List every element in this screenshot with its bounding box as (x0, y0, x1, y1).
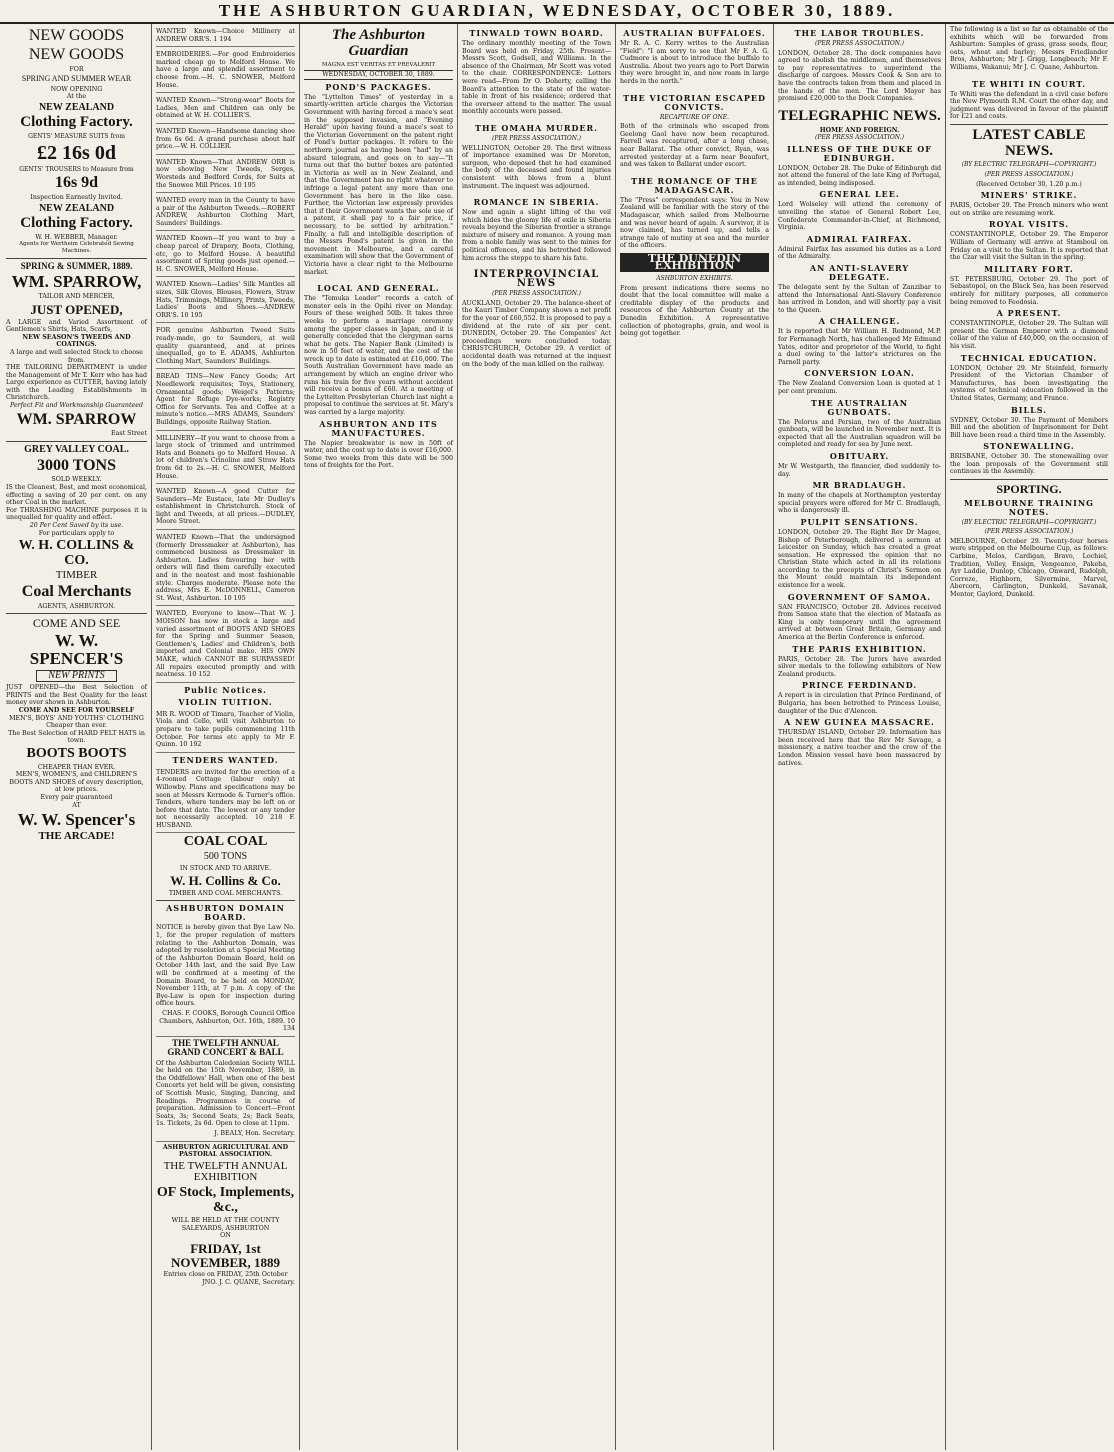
news-item-text: The delegate sent by the Sultan of Zanzibar to attend the International Anti-Slavery Conference has arrived in London, and will shortly pay a visit to the Queen. (778, 284, 941, 314)
collins-name: W. H. COLLINS & CO. (18, 538, 135, 568)
dunedin-heading: THE DUNEDIN EXHIBITION (620, 253, 769, 272)
timber-label: TIMBER (55, 569, 98, 582)
cable-items (950, 191, 1108, 476)
column-1 (2, 24, 152, 1450)
news-item-text: SAN FRANCISCO, October 28. Advices received from Samoa state that the election of Mataafa as King is only temporary until the agreement arrived at between Great Britain, Germany and America at the Berlin Conference is enforced. (778, 603, 941, 642)
east-street: East Street (111, 430, 147, 438)
news-item-text: THURSDAY ISLAND, October 29. Information has been received here that the Rev Mr Savage, a missionary, a native teacher and the crew of the London Mission vessel have been massacred by natives. (778, 729, 941, 767)
trousers-price: 16s 9d (54, 174, 99, 192)
now-opening: NOW OPENING (50, 85, 103, 93)
buffaloes-heading: AUSTRALIAN BUFFALOES. (623, 28, 766, 38)
news-item-text: CONSTANTINOPLE, October 29. The Emperor William of Germany will arrive at Stamboul on Friday on a visit to the Sultan. It is reported that the Czar will visit the Sultan in the spring. (950, 231, 1108, 262)
classified-ad: MILLINERY—If you want to choose from a large stock of trimmed and untrimmed Hats and Bonnets go to Melford House. A lot of children's Crinoline and Straw Hats from 6d to 2s.—H. C. SNOWER, Melford House. (156, 433, 295, 485)
motto: MAGNA EST VERITAS ET PREVALEBIT (321, 61, 436, 68)
nz-label: NEW ZEALAND (38, 101, 115, 113)
labor-sub: (PER PRESS ASSOCIATION.) (815, 40, 904, 47)
tenders-text: TENDERS are invited for the erection of a 4-roomed Cottage (labour only) at Willowby. Plans and specifications may be seen at Messrs Kermode & Turner's office. Tenders, where tenders may be left on or before that date. The lowest or any tender not necessarily accepted. 10 218 F. HUSBAND. (156, 767, 295, 834)
news-item-heading: BILLS. (1010, 404, 1048, 415)
news-item-text: The New Zealand Conversion Loan is quoted at 1 per cent premium. (778, 380, 941, 395)
omaha-text: WELLINGTON, October 29. The first witness of importance examined was Dr Moreton, surgeon, who deposed that he had examined the body of the deceased and found injuries consistent with blows from a blunt instrument. The inquest was adjourned. (462, 144, 611, 190)
dunedin-sub: ASHBURTON EXHIBITS. (656, 275, 733, 283)
melbourne-heading: MELBOURNE TRAINING NOTES. (963, 497, 1095, 517)
boys-text: MEN'S, BOYS' AND YOUTHS' CLOTHING Cheaper than ever. (9, 714, 144, 730)
classified-ad: WANTED Known—That the undersigned (formerly Dressmaker at Ashburton), has commenced business as Dressmaker in Ashburton. Ladies favouring her with orders will find them carefully executed and in the neatest and most fashionable style. Charges moderate. Please note the address, Mrs E. McDONNELL, Cameron St. West, Ashburton. 10 195 (156, 532, 295, 606)
news-item-heading: CONVERSION LOAN. (804, 368, 915, 379)
latest-sub: (BY ELECTRIC TELEGRAPH—COPYRIGHT.) (961, 161, 1097, 169)
spencer-name: W. W. SPENCER'S (29, 631, 124, 668)
telegraphic-sub: (PER PRESS ASSOCIATION.) (815, 134, 904, 142)
inspection: Inspection Earnestly Invited. (30, 194, 123, 201)
spencer-name-2: W. W. Spencer's (17, 810, 136, 830)
tinwald-text: The ordinary monthly meeting of the Town Board was held on Friday, 25th. Present—Messrs Scott, Godsell, and Williams. In the absence of the Chairman, Mr Scott was voted to the chair. CORRESPONDENCE: Letters were read—From Dr O. Doherty, calling the Board's attention to the state of the water-table in front of his residence; ordered that the overseer attend to the matter. The usual monthly accounts were passed. (462, 40, 611, 116)
come-see: COME AND SEE FOR YOURSELF (18, 706, 135, 714)
melbourne-text: MELBOURNE, October 29. Twenty-four horses were stripped on the Melbourne Cup, as follows: Carbine, Melos, Cardigan, Bravo, Lochiel, Tradition, Volley, Ensign, Vengeance, Pakeha, Ayr Laddie, Dunlop, Chicago, Onward, Rudolph, Correze, Highborn, Silvermine, Marvel, Abercorn, Carlington, Dunkeld, Savanak, Mentor, Gaylord, Dunkeld. (950, 537, 1108, 598)
sporting-heading: SPORTING. (996, 482, 1062, 497)
divider (6, 441, 147, 442)
news-item-heading: ROYAL VISITS. (988, 219, 1070, 230)
convicts-sub: RECAPTURE OF ONE. (659, 113, 730, 121)
article-heading: POND'S PACKAGES. (325, 81, 432, 92)
news-item-heading: ILLNESS OF THE DUKE OF EDINBURGH. (787, 143, 932, 163)
classified-ad: WANTED Known—Choice Millinery at ANDREW ORR'S. 1 194 (156, 26, 295, 47)
tinwald-heading: TINWALD TOWN BOARD. (469, 28, 604, 38)
domain-sign: CHAS. F. COOKS, Borough Council Office Chambers, Ashburton, Oct. 16th, 1889. 10 134 (156, 1008, 295, 1037)
received-time: (Received October 30, 1.20 p.m.) (976, 180, 1082, 188)
news-item-heading: GOVERNMENT OF SAMOA. (787, 591, 932, 602)
news-item-text: PARIS, October 28. The Jurors have awarded silver medals to the following exhibitors of New Zealand products. (778, 655, 941, 678)
classified-ad: WANTED Known—If you want to buy a cheap parcel of Drapery, Boots, Clothing, etc, go to Melford House. A beautiful assortment of Spring goods just opened.—H. C. SNOWER, Melford House. (156, 233, 295, 277)
news-item-text: Mr W. Westgarth, the financier, died suddenly to-day. (778, 462, 941, 478)
column-4 (458, 24, 616, 1450)
news-item-text: CONSTANTINOPLE, October 29. The Sultan will present the German Emperor with a diamond collar of the value of £40,000, on the occasion of his visit. (950, 320, 1108, 350)
arcade: THE ARCADE! (38, 830, 115, 843)
ball-title: THE TWELFTH ANNUAL GRAND CONCERT & BALL (167, 1037, 284, 1058)
spring-heading: SPRING & SUMMER, 1889. (20, 261, 133, 272)
classified-ad: WANTED Known—Handsome dancing shoe from 6s 6d. A grand purchase about half price.—W. H. COLLIER. (156, 126, 295, 155)
te-whiti-heading: TE WHITI IN COURT. (972, 78, 1086, 89)
sparrow-name-2: WM. SPARROW (16, 410, 137, 428)
new-prints: NEW PRINTS (36, 670, 117, 683)
news-item-heading: THE PARIS EXHIBITION. (792, 643, 927, 654)
column-5 (616, 24, 774, 1450)
interprovincial-heading: INTERPROVINCIAL NEWS (473, 269, 600, 290)
te-whiti-text: Te Whiti was the defendant in a civil case before the New Plymouth R.M. Court the other day, and judgment was delivered in favour of the plaintiff for £21 and costs. (950, 90, 1108, 121)
masthead-title: THE ASHBURTON GUARDIAN, WEDNESDAY, OCTOBER 30, 1889. (218, 1, 896, 20)
column-6 (774, 24, 946, 1450)
just-opened: JUST OPENED, (30, 301, 123, 317)
news-item-heading: THE AUSTRALIAN GUNBOATS. (810, 397, 909, 417)
tenders-heading: TENDERS WANTED. (172, 754, 279, 765)
for-label: FOR (69, 65, 84, 73)
local-heading: LOCAL AND GENERAL. (317, 283, 440, 294)
buffaloes-text: Mr R. A. C. Kerry writes to the Australian "Field": "I am sorry to see that Mr F. A. G. Cudmore is about to introduce the buffalo to Australia. About two years ago to Port Darwin they were brought in, and now roam in large herds in the north." (620, 40, 769, 85)
classified-ad: WANTED Known—Ladies' Silk Mantles all sizes, Silk Gloves, Blouses, Flowers, Straw Hats, Trimmings, Millinery, Prints, Tweeds, Ladies' Boots and Shoes.—ANDREW ORR'S. 10 195 (156, 279, 295, 323)
madagascar-heading: THE ROMANCE OF THE MADAGASCAR. (631, 175, 758, 195)
agents-ashburton: AGENTS, ASHBURTON. (37, 602, 116, 610)
coal-tons: 3000 TONS (37, 456, 116, 474)
latest-cable-heading: LATEST CABLE NEWS. (972, 126, 1086, 159)
classified-ad: EMBROIDERIES.—For good Embroideries marked cheap go to Melford House. We have a large and splendid assortment to choose from.—H. C. SNOWER, Melford House. (156, 49, 295, 93)
clothing-factory: Clothing Factory. (20, 114, 133, 131)
news-item-heading: A CHALLENGE. (818, 316, 901, 327)
entries-close: Entries close on FRIDAY, 25th October (163, 1271, 288, 1279)
tailor-label: TAILOR AND MERCER, (38, 293, 115, 301)
coal-500-tons: 500 TONS (203, 851, 248, 863)
annual-exhibition: THE TWELFTH ANNUAL EXHIBITION (163, 1159, 288, 1184)
collins-sub: TIMBER AND COAL MERCHANTS. (168, 889, 283, 897)
on-label: ON (220, 1232, 231, 1240)
news-item-text: BRISBANE, October 30. The stonewalling over the loan proposals of the Government still continues in the Assembly. (950, 453, 1108, 476)
divider (950, 124, 1108, 125)
domain-text: NOTICE is hereby given that Bye Law No. 1, for the proper regulation of matters relating to the Ashburton Domain, was adopted by resolution at a Special Meeting of the Ashburton Domain Board, held on October 14th last, and the said Bye Law will be confirmed at a meeting of the Domain Board, to be held on MONDAY, November 11th, at 7 p.m. A copy of the Bye-Law is open for inspection during office hours. (156, 924, 295, 1008)
saved-text: 20 Per Cent Saved by its use. (29, 521, 124, 529)
melbourne-sub: (BY ELECTRIC TELEGRAPH—COPYRIGHT.) (961, 518, 1097, 526)
home-foreign: HOME AND FOREIGN. (819, 126, 900, 134)
boots-text: MEN'S, WOMEN'S, and CHILDREN'S BOOTS AND SHOES of every description, at low prices. (9, 771, 144, 794)
nz-label-2: NEW ZEALAND (38, 202, 115, 214)
particulars: For particulars apply to (38, 529, 115, 537)
madagascar-text: The "Press" correspondent says: You in New Zealand will be familiar with the story of the Madagascar, which sailed from Melbourne and was never heard of again. A survivor, it is now claimed, has turned up, and tells a strange tale of mutiny at sea and the murder of the officers. (620, 196, 769, 250)
interprovincial-sub: (PER PRESS ASSOCIATION.) (492, 290, 581, 298)
classified-ad: WANTED Known—A good Cutter for Saunders—Mr Eustace, late Mr Dudley's establishment in Christchurch. Stock of light and Tweeds, at all prices.—DUDLEY, Moore Street. (156, 486, 295, 530)
omaha-sub: (PER PRESS ASSOCIATION.) (492, 134, 581, 142)
newspaper-columns (2, 24, 1112, 1450)
suits-price: £2 16s 0d (37, 141, 116, 164)
local-text: The "Temuka Leader" records a catch of monster eels in the Opihi river on Monday. Fours of these weighed 50lb. It takes three weeks to perform a marriage ceremony among the upper classes in Japan, and it is generally conceded that the clergyman earns what he gets. The Napier Bank (Limited) is now in 50 feet of water, and the cost of the wreck up to date is estimated at £16,000. The South Australian Government have made an arrangement by which an engine driver who runs his train for five years without accident will receive a bonus of £60. At a meeting of the Lyttelton Presbyterian Church last night a proposal to continue the services at St. Mary's was carried by a large majority. (304, 295, 453, 417)
convicts-heading: THE VICTORIAN ESCAPED CONVICTS. (623, 92, 766, 112)
siberia-text: Now and again a slight lifting of the veil which hides the gloomy life of exile in Siberia reveals beyond the Siberian frontier a strange mixture of misery and romance. A young man from a noble family was sent to the mines for political offences, and his betrothed followed him across the steppe to share his fate. (462, 209, 611, 262)
news-item-text: SYDNEY, October 30. The Payment of Members Bill and the abolition of Imprisonment for Debt Bill have been read a third time in the Assembly. (950, 416, 1108, 439)
article-text: The "Lyttelton Times" of yesterday in a smartly-written article charges the Victorian Government with having forced a mace's seat in the supposed invasion, and "Evening Herald" upon having found a mace's seat to the Victorian Government on the patent right of Pond's butter packages. It refers to the northern journal as having been "had" by an absurd telegram, and goes on to say—"It turns out that the butter boxes are patented in Victoria as well as in New Zealand, and that the Government has no right whatever to infringe a legal patent any more than one Government has here in the like case. Further, the Victorian law expressly provides that if their Government wants the sole use of a patent, it shall pay to a fair price, if necessary, to be settled by arbitration." Finally, a full and intelligible description of the Messrs Pond's patent is given in the movement in Melbourne, and a careful examination will show that the Government of Victoria have a clear right to the Melbourne market. (304, 93, 453, 276)
masthead (0, 0, 1114, 24)
news-item-text: The Pelorus and Persian, two of the Australian gunboats, will be launched in November next. It is expected that all the Australian squadron will be completed and ready for sea by June next. (778, 418, 941, 449)
column-2 (152, 24, 300, 1450)
news-item-text: LONDON, October 29. Mr Steinfeld, formerly President of the Victorian Chamber of Manufactures, has been investigating the systems of technical education followed in the United States, Germany, and France. (950, 364, 1108, 402)
news-item-heading: MR BRADLAUGH. (812, 480, 907, 491)
perfect-fit: Perfect Fit and Workmanship Guaranteed (9, 402, 143, 410)
article2-heading: ASHBURTON AND ITS MANUFACTURES. (319, 418, 438, 438)
exhibition-sign: JNO. J. C. QUANE, Secretary. (202, 1278, 295, 1286)
dunedin-text: From present indications there seems no doubt that the local committee will make a creditable display of the products and resources of the Ashburton County at the Dunedin Exhibition. A representative collection of photographs, grain, and wool is being got together. (620, 284, 769, 338)
assortment-text: A LARGE and Varied Assortment of Gentlemen's Shirts, Hats, Scarfs, (6, 318, 147, 334)
every-pair: Every pair guaranteed (40, 794, 113, 802)
ball-sign: J. BEALY, Hon. Secretary. (156, 1128, 295, 1142)
news-item-heading: A PRESENT. (996, 308, 1062, 319)
clothing-factory-2: Clothing Factory. (20, 215, 133, 232)
agents: Agents for Wertheim Celebrated Sewing Machines. (19, 241, 134, 255)
divider (156, 900, 295, 901)
coal-sold: SOLD WEEKLY. (51, 476, 102, 484)
new-goods-heading: NEW GOODS (28, 27, 125, 44)
at-label: AT (72, 801, 81, 809)
classified-ad: FOR genuine Ashburton Tweed Suits ready-made, go to Saunders, at well quality guaranteed, and at prices unequalled, go to E. ADAMS, Ashburton Clothing Mart, Saunders' Buildings. (156, 325, 295, 369)
violin-heading: VIOLIN TUITION. (178, 696, 273, 707)
telegraphic-heading: TELEGRAPHIC NEWS. (778, 107, 941, 124)
coal-merchants: Coal Merchants (21, 583, 132, 601)
stock-label: A large and well selected Stock to choose from. (9, 348, 143, 364)
divider (6, 613, 147, 614)
stock-implements: OF Stock, Implements, &c., (156, 1184, 295, 1215)
come-and-see: COME AND SEE (32, 616, 121, 631)
news-item-heading: GENERAL LEE. (819, 189, 900, 200)
paper-title: The Ashburton Guardian (331, 27, 426, 59)
cheaper: CHEAPER THAN EVER. (37, 763, 116, 771)
news-item-heading: PULPIT SENSATIONS. (800, 516, 919, 527)
friday-date: FRIDAY, 1st NOVEMBER, 1889 (170, 1241, 281, 1270)
boots-heading: BOOTS BOOTS (26, 745, 127, 761)
trousers-label: GENTS' TROUSERS to Measure from (19, 165, 134, 173)
exhibition-title: ASHBURTON AGRICULTURAL AND PASTORAL ASSOCIATION. (162, 1143, 289, 1159)
felt-text: The Best Selection of HARD FELT HATS in town. (8, 729, 145, 745)
classified-ad: WANTED Known—"Strong-wear" Boots for Ladies, Men and Children can only be obtained at W. H. COLLIER'S. (156, 95, 295, 124)
violin-text: MR R. WOOD of Timaru, Teacher of Violin, Viola and Cello, will visit Ashburton to prepare to take pupils commencing 11th October. For terms etc apply to Mr F. Quinn. 10 192 (156, 709, 295, 753)
article2-text: The Napier breakwater is now in 50ft of water, and the cost up to date is over £16,000. Some two weeks from this date will be 500 tons of freights for the Port. (304, 439, 453, 470)
news-item-text: LONDON, October 29. The Right Rev Dr Magee, Bishop of Peterborough, delivered a sermon at Leicester on Sunday, which has created a great sensation. He expressed the opinion that no Christian State which acted in all its relations according to the precepts of Christ's Sermon on the Mount could maintain its independent existence for a week. (778, 528, 941, 590)
divider (6, 258, 147, 259)
news-item-heading: A NEW GUINEA MASSACRE. (784, 717, 935, 728)
ball-text: Of the Ashburton Caledonian Society WILL be held on the 15th November, 1889, in the Oddfellows' Hall, when one of the best Concerts yet held will be given, consisting of Scottish Music, Singing, Dancing, and Readings. Programmes in course of preparation. Admission to Concert—Front Seats, 3s; Second Seats, 2s; Back Seats, 1s. Tickets, 2s 6d. Open to close at 11pm. (156, 1059, 295, 1128)
news-item-text: PARIS, October 29. The French miners who went out on strike are resuming work. (950, 202, 1108, 217)
news-item-text: Admiral Fairfax has assumed his duties as a Lord of the Admiralty. (778, 245, 941, 261)
telegraphic-items (778, 145, 941, 767)
news-item-text: Lord Wolseley will attend the ceremony of unveiling the statue of General Robert Lee, Confederate Commander-in-Chief, at Richmond, Virginia. (778, 201, 941, 232)
news-item-text: LONDON, October 28. The Duke of Edinburgh did not attend the funeral of the late King of Portugal, as intended, being indisposed. (778, 164, 941, 187)
labor-text: LONDON, October 28. The dock companies have agreed to abolish the middlemen, and themselves to pay representatives to superintend the discharge of cargoes. Messrs Cook & Son are to have the contracts taken from them and placed in the hands of the men. The Lord Mayor has promised £20,000 to the Dock Companies. (778, 49, 941, 103)
news-item-heading: TECHNICAL EDUCATION. (960, 352, 1098, 363)
season-label: SPRING AND SUMMER WEAR (21, 74, 132, 84)
melbourne-sub-2: (PER PRESS ASSOCIATION.) (984, 528, 1074, 536)
threshing-text: For THRASHING MACHINE purposes it is unequalled for quality and effect. (6, 506, 147, 522)
news-item-heading: STONEWALLING. (983, 441, 1075, 452)
classified-ad: WANTED every man in the County to have a pair of the Ashburton Tweeds.—ROBERT ANDREW, Ashburton Clothing Mart, Saunders' Buildings. (156, 195, 295, 231)
tailoring-text: THE TAILORING DEPARTMENT is under the Management of Mr T. Kerr who has had Large experience as CUTTER, having lately with the Leading Establishments in Christchurch. (6, 364, 147, 402)
suits-label: GENTS' MEASURE SUITS from (28, 133, 125, 141)
coal-coal: COAL COAL (183, 834, 268, 850)
prints-text: JUST OPENED—the Best Selection of PRINTS and the Best Quality for the least money ever shown in Ashburton. (6, 684, 147, 707)
latest-sub-2: (PER PRESS ASSOCIATION.) (984, 171, 1074, 179)
manager: W. H. WEBBER, Manager. (35, 233, 118, 241)
classified-ad: WANTED, Everyone to know—That W. J. MOISON has now in stock a large and varied assortment of BOOTS AND SHOES for the Spring and Summer Season, Gentlemen's, Ladies' and Children's, both imported and Colonial make. HIS OWN MAKE, which CANNOT BE SURPASSED! All repairs executed promptly and with neatness. 10 152 (156, 608, 295, 682)
divider (950, 479, 1108, 480)
tweeds-label: NEW SEASON'S TWEEDS AND COATINGS. (22, 333, 131, 349)
editorial-date: WEDNESDAY, OCTOBER 30, 1889. (304, 70, 453, 80)
coal-title: GREY VALLEY COAL. (24, 444, 129, 456)
news-item-heading: ADMIRAL FAIRFAX. (806, 233, 913, 244)
coal-text: IS the Cleanest, Best, and most economical, effecting a saving of 20 per cent. on any other Coal in the market. (6, 483, 147, 507)
classified-ad: WANTED Known—That ANDREW ORR is now showing New Tweeds, Serges, Worsteds and Bedford Cords, for Suits at the Snowee Mill Prices. 10 195 (156, 157, 295, 193)
sparrow-name: WM. SPARROW, (11, 272, 142, 292)
convicts-text: Both of the criminals who escaped from Geelong Gaol have now been recaptured. Farrell was recaptured, after a long chase, near Ballarat. The other convict, Ryan, was arrested yesterday at a farm near Beaufort, and was taken to Ballarat under escort. (620, 123, 769, 169)
news-item-heading: MINERS' STRIKE. (980, 190, 1078, 201)
news-item-text: A report is in circulation that Prince Ferdinand, of Bulgaria, has been betrothed to Princess Louise, daughter of the Duc d'Alencon. (778, 692, 941, 715)
news-item-heading: AN ANTI-SLAVERY DELEGATE. (809, 263, 910, 283)
siberia-heading: ROMANCE IN SIBERIA. (473, 197, 600, 208)
news-item-text: It is reported that Mr William H. Redmond, M.P. for Fermanagh North, has challenged Mr Edmund Yates, editor and proprietor of the World, to fight a duel owing to the latter's strictures on the Parnell party. (778, 328, 941, 366)
coal-stock: IN STOCK AND TO ARRIVE. (179, 864, 272, 872)
column-3 (300, 24, 458, 1450)
at-the: At the (66, 93, 87, 101)
labor-heading: THE LABOR TROUBLES. (794, 28, 925, 38)
omaha-heading: THE OMAHA MURDER. (475, 122, 598, 133)
public-notices-heading: Public Notices. (184, 684, 267, 695)
news-item-heading: OBITUARY. (829, 450, 890, 461)
news-item-heading: PRINCE FERDINAND. (801, 680, 918, 691)
news-item-text: In many of the chapels at Northampton yesterday special prayers were offered for Mr C. Bradlaugh, who is dangerously ill. (778, 492, 941, 515)
domain-board-heading: ASHBURTON DOMAIN BOARD. (166, 903, 285, 923)
collins-title: W. H. Collins & Co. (170, 873, 281, 889)
classified-ads (156, 26, 295, 683)
news-item-heading: MILITARY FORT. (984, 263, 1074, 274)
interprovincial-text: AUCKLAND, October 29. The balance-sheet of the Kauri Timber Company shows a net profit for the year of £60,552. It is proposed to pay a dividend at the rate of six per cent. DUNEDIN, October 29. The Companies' Act proceedings were concluded today. CHRISTCHURCH, October 29. A verdict of accidental death was returned at the inquest on the body of the man killed on the railway. (462, 299, 611, 368)
new-goods-heading-2: NEW GOODS (28, 45, 125, 63)
held-at: WILL BE HELD AT THE COUNTY SALEYARDS, ASHBURTON (171, 1217, 280, 1232)
column-7 (946, 24, 1112, 1450)
news-item-text: ST. PETERSBURG, October 29. The port of Sebastopol, on the Black Sea, has been reserved entirely for military purposes, all commerce being removed to Feodosia. (950, 275, 1108, 306)
classified-ad: BREAD TINS—New Fancy Goods; Art Needlework requisites; Toys, Stationery, Ornamental goods; Weigel's Patterns; Agent for Refuge Dye-works; Registry Office for Servants. Tea and Coffee at a minute's notice.—MRS ADAMS, Saunders' Buildings, opposite Railway Station. (156, 371, 295, 430)
exhibits-text: The following is a list so far as obtainable of the exhibits which will be forwarded from Ashburton: Samples of grass, grass seeds, flour, oats, wheat and barley; Messrs Friedlander Bros, Ashburton; Mr J. Grigg, Longbeach; Mr F. Williams, Wakanui; Mr J. C. Quane, Ashburton. (950, 26, 1108, 71)
